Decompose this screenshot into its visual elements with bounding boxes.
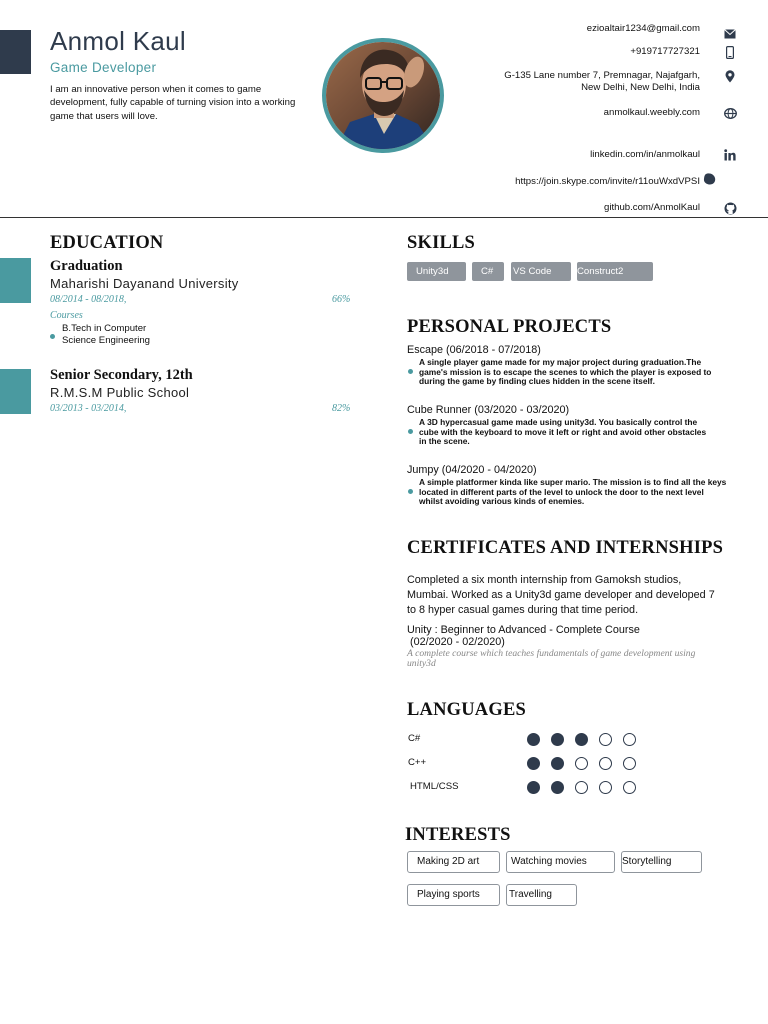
- proficiency-dot-empty: [599, 733, 612, 746]
- interest-tag: Making 2D art: [407, 851, 500, 873]
- interests-heading: INTERESTS: [405, 825, 511, 845]
- education-grade: 66%: [332, 294, 351, 305]
- skills-heading: SKILLS: [407, 233, 476, 253]
- project-desc-line: game's mission is to escape the scenes to which the player is exposed to: [419, 366, 712, 377]
- course-bullet: [50, 326, 55, 344]
- skill-tag: Unity3d: [407, 262, 466, 281]
- education-accent-bar-2: [0, 369, 31, 414]
- project-title: Escape (06/2018 - 07/2018): [407, 344, 541, 356]
- skill-tag: Construct2: [577, 262, 653, 281]
- school-name: Maharishi Dayanand University: [50, 276, 239, 291]
- skill-tag: C#: [472, 262, 504, 281]
- courses-label: Courses: [50, 310, 83, 321]
- interest-tag: Playing sports: [407, 884, 500, 906]
- profile-photo: [322, 38, 444, 153]
- project-desc-line: A single player game made for my major project during graduation.The: [419, 357, 702, 367]
- github-icon: [723, 201, 737, 215]
- project-desc-line: during the game by finding clues hidden in the scene itself.: [419, 376, 655, 387]
- name-accent-bar: [0, 30, 31, 74]
- cert-line: Completed a six month internship from Gamoksh studios,: [407, 574, 682, 586]
- proficiency-dot-filled: [527, 757, 540, 770]
- course-desc-line: A complete course which teaches fundamentals of game development using: [407, 648, 696, 659]
- email-icon: [723, 27, 737, 41]
- job-title: Game Developer: [50, 60, 157, 75]
- project-desc-line: A 3D hypercasual game made using unity3d. You basically control the: [419, 417, 698, 427]
- degree-title: Senior Secondary, 12th: [50, 367, 193, 383]
- proficiency-dot-filled: [551, 781, 564, 794]
- proficiency-dot-empty: [575, 757, 588, 770]
- contact-address: [504, 70, 700, 94]
- language-name: C#: [408, 733, 421, 744]
- proficiency-dot-empty: [599, 781, 612, 794]
- proficiency-dot-filled: [551, 757, 564, 770]
- cert-line: to 8 hyper casual games during that time period.: [407, 603, 639, 616]
- project-description: [419, 418, 739, 447]
- course-line-1: B.Tech in Computer: [62, 323, 147, 334]
- proficiency-dot-filled: [527, 733, 540, 746]
- address-line-1: G-135 Lane number 7, Premnagar, Najafgarh,: [504, 70, 700, 81]
- projects-heading: PERSONAL PROJECTS: [407, 317, 612, 337]
- proficiency-dot-empty: [623, 757, 636, 770]
- project-title: Jumpy (04/2020 - 04/2020): [407, 464, 537, 476]
- project-desc-line: whilst avoiding various kinds of enemies.: [419, 496, 585, 507]
- interest-tag: Storytelling: [621, 851, 702, 873]
- contact-phone[interactable]: +919717727321: [630, 46, 700, 57]
- degree-title: Graduation: [50, 258, 123, 274]
- school-name: R.M.S.M Public School: [50, 385, 190, 400]
- languages-heading: LANGUAGES: [407, 700, 526, 720]
- course-dates: (02/2020 - 02/2020): [410, 636, 505, 648]
- internship-description: [407, 573, 715, 617]
- proficiency-dot-empty: [623, 733, 636, 746]
- education-accent-bar-1: [0, 258, 31, 303]
- interest-tag: Watching movies: [506, 851, 615, 873]
- contact-linkedin[interactable]: linkedin.com/in/anmolkaul: [590, 149, 700, 160]
- globe-icon: [723, 106, 737, 120]
- header-divider: [0, 217, 768, 218]
- project-bullet: [408, 481, 413, 499]
- proficiency-dot-empty: [599, 757, 612, 770]
- course-item: [62, 323, 150, 347]
- project-desc-line: in the scene.: [419, 436, 470, 447]
- course-description: [407, 649, 695, 668]
- certificates-heading: CERTIFICATES AND INTERNSHIPS: [407, 538, 724, 558]
- course-title: Unity : Beginner to Advanced - Complete Course: [407, 624, 640, 636]
- proficiency-dot-empty: [623, 781, 636, 794]
- contact-github[interactable]: github.com/AnmolKaul: [604, 202, 700, 213]
- contact-skype[interactable]: https://join.skype.com/invite/r11ouWxdVPSI: [515, 176, 700, 187]
- location-icon: [723, 69, 737, 83]
- contact-email[interactable]: ezioaltair1234@gmail.com: [586, 23, 700, 34]
- project-desc-line: A simple platformer kinda like super mario. The mission is to find all the keys: [419, 477, 727, 487]
- project-bullet: [408, 361, 413, 379]
- cert-line: Mumbai. Worked as a Unity3d game developer and developed 7: [407, 588, 715, 601]
- candidate-name: Anmol Kaul: [50, 26, 186, 56]
- language-name: HTML/CSS: [410, 781, 459, 792]
- education-dates: 08/2014 - 08/2018,: [50, 294, 127, 305]
- course-desc-line: unity3d: [407, 657, 436, 669]
- language-name: C++: [408, 757, 427, 768]
- project-description: [419, 358, 739, 387]
- linkedin-icon: [723, 148, 737, 162]
- project-bullet: [408, 421, 413, 439]
- summary-text: I am an innovative person when it comes to game development, fully capable of turning vision into a working game that users will love.: [50, 84, 296, 122]
- skill-tag: VS Code: [511, 262, 571, 281]
- contact-website[interactable]: anmolkaul.weebly.com: [603, 107, 700, 118]
- skype-icon: [702, 172, 716, 186]
- phone-icon: [723, 45, 737, 59]
- proficiency-dot-filled: [575, 733, 588, 746]
- education-heading: EDUCATION: [50, 233, 164, 253]
- project-description: [419, 478, 749, 507]
- project-title: Cube Runner (03/2020 - 03/2020): [407, 404, 570, 416]
- interest-tag: Travelling: [506, 884, 577, 906]
- education-dates: 03/2013 - 03/2014,: [50, 403, 127, 414]
- address-line-2: New Delhi, New Delhi, India: [581, 82, 700, 93]
- education-grade: 82%: [332, 403, 351, 414]
- proficiency-dot-filled: [551, 733, 564, 746]
- proficiency-dot-filled: [527, 781, 540, 794]
- course-line-2: Science Engineering: [62, 335, 151, 346]
- project-desc-line: cube with the keyboard to move it left or right and avoid other obstacles: [419, 426, 707, 437]
- proficiency-dot-empty: [575, 781, 588, 794]
- project-desc-line: located in different parts of the level to unlock the door to the next level: [419, 486, 704, 497]
